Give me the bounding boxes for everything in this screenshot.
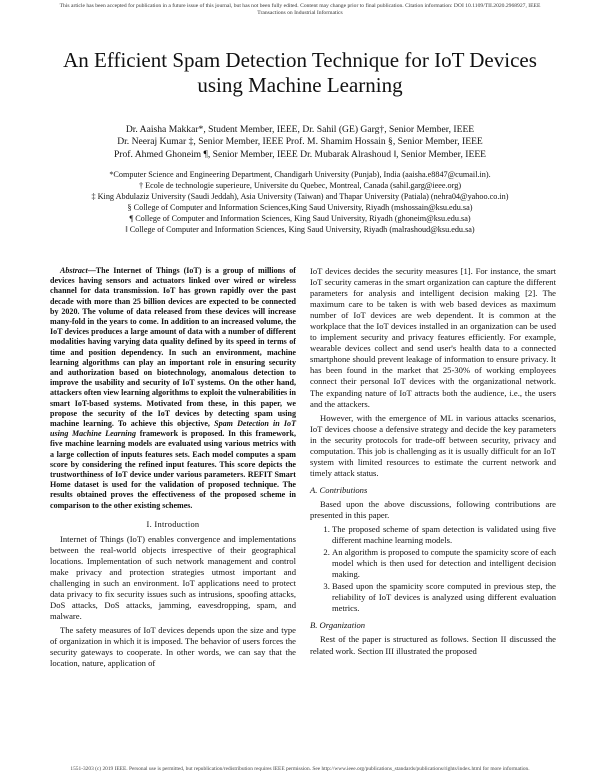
abstract — [50, 266, 296, 511]
affiliation-5: ¶ College of Computer and Information Sciences, King Saud University, Riyadh (ghoneim@ksu.edu.sa) — [129, 214, 471, 223]
affiliation-6: ‖ College of Computer and Information Sciences, King Saud University, Riyadh (malrashoud@ksu.edu.sa) — [125, 225, 475, 234]
right-paragraph-1: IoT devices decides the security measures [1]. For instance, the smart IoT security cameras in the smart organization can capture the different parameters for analysis and intelligent decision making [2]. The maximum care to be taken is with web based devices as maximum number of IoT devices are web dependent. It is common at the workplace that the IoT devices installed in an organization can be used to implement security and privacy features efficiently. For example, wearable devices collect and send user's health data to a connected smartphone should prevent leakage of information to ensure privacy. It has been found in the market that 25-30% of working employees connect their personal IoT devices with the organizational network. The expanding nature of IoT attracts both the audience, i.e., the users and the attackers. — [310, 266, 556, 409]
abstract-lead: Abstract — [60, 266, 88, 275]
author-line-1: Dr. Aaisha Makkar*, Student Member, IEEE, Dr. Sahil (GE) Garg†, Senior Member, IEEE — [125, 124, 475, 135]
left-column — [50, 266, 296, 672]
right-paragraph-2: However, with the emergence of ML in various attacks scenarios, IoT devices choose a defensive strategy and decide the key parameters in the security protocols for trade-off between security, privacy and computation. This job is challenging as it is usually difficult for an IoT system with limited resources to estimate the current network and timely attack status. — [310, 412, 556, 478]
copyright-footer: 1551-3203 (c) 2019 IEEE. Personal use is permitted, but republication/redistribution requires IEEE permission. See http://www.ieee.org/publications_standards/publications/rights/index.html for more information. — [70, 766, 530, 772]
affiliation-3: ‡ King Abdulaziz University (Saudi Jeddah), Asia University (Taiwan) and Thapar University (Patiala) (nehra04@yahoo.co.in) — [91, 192, 509, 201]
banner-line-1: This article has been accepted for publication in a future issue of this journal, but has not been fully edited. Content may change prior to final publication. Citation information: DOI 10.1109/TII.2020.2968927, IEEE — [59, 3, 541, 9]
contribution-item: 2. An algorithm is proposed to compute the spamicity score of each model which is then used for detection and intelligent decision making. — [332, 547, 556, 580]
author-line-2: Dr. Neeraj Kumar ‡, Senior Member, IEEE Prof. M. Shamim Hossain §, Senior Member, IEEE — [117, 136, 483, 148]
affiliation-1: *Computer Science and Engineering Department, Chandigarh University (Punjab), India (aaisha.e8847@cumail.in). — [109, 170, 491, 179]
abstract-text-1: —The Internet of Things (IoT) is a group of millions of devices having sensors and actuators linked over wired or wireless channel for data transmission. IoT has grown rapidly over the past decade with more than 25 billion devices are expected to be connected by 2020. The volume of data released from these devices will increase many-fold in the years to come. In addition to an increased volume, the IoT devices produces a large amount of data with a number of different modalities having varying data quality defined by its speed in terms of time and position dependency. In such an environment, machine learning algorithms can play an important role in ensuring security and authorization based on biotechnology, anomalous detection to improve the usability and security of IoT systems. On the other hand, attackers often view learning algorithms to exploit the vulnerabilities in smart IoT-based systems. Motivated from these, in this paper, we propose the security of the IoT devices by detecting spam using machine learning. To achieve this objective, — [50, 266, 296, 429]
section-heading-introduction: I. Introduction — [146, 519, 200, 529]
contribution-item: 3. Based upon the spamicity score computed in previous step, the reliability of IoT devices is analyzed using different evaluation metrics. — [332, 581, 556, 614]
affiliation-4: § College of Computer and Information Sciences,King Saud University, Riyadh (mshossain@ksu.edu.sa) — [127, 203, 473, 212]
subsection-heading-organization: B. Organization — [310, 620, 366, 631]
paper-title: An Efficient Spam Detection Technique for IoT Devices using Machine Learning — [63, 48, 537, 97]
affiliation-2: † Ecole de technologie superieure, Universite du Quebec, Montreal, Canada (sahil.garg@ieee.org) — [138, 181, 462, 190]
right-column — [310, 266, 556, 660]
contribution-item: 1. The proposed scheme of spam detection is validated using five different machine learning models. — [332, 524, 556, 546]
intro-paragraph-2: The safety measures of IoT devices depends upon the size and type of organization in which it is imposed. The behavior of users forces the security gateways to cooperate. In other words, we can say that the location, nature, application of — [50, 625, 296, 669]
contributions-list — [310, 524, 556, 614]
abstract-framework-name: Spam Detection in IoT using Machine Learning — [50, 419, 296, 439]
intro-paragraph-1: Internet of Things (IoT) enables convergence and implementations between the real-world objects irrespective of their geographical locations. Implementation of such network management and control make privacy and protection strategies utmost important and challenging in such an environment. IoT applications need to protect data privacy to fix security issues such as intrusions, spoofing attacks, DoS attacks, DoS attacks, jamming, eavesdropping, spam, and malware. — [50, 533, 296, 622]
affiliation-list — [20, 169, 580, 235]
acceptance-banner — [0, 3, 600, 17]
author-line-3: Prof. Ahmed Ghoneim ¶, Senior Member, IEEE Dr. Mubarak Alrashoud ‖, Senior Member, IEEE — [113, 148, 487, 160]
contributions-intro: Based upon the above discussions, following contributions are presented in this paper. — [310, 498, 556, 520]
abstract-text-2: framework is proposed. In this framework, five machine learning models are evaluated using various metrics with a large collection of inputs features sets. Each model computes a spam score by considering the refined input features. This score depicts the trustworthiness of IoT device under various parameters. REFIT Smart Home dataset is used for the validation of proposed technique. The results obtained proves the effectiveness of the proposed scheme in comparison to the other existing schemes. — [50, 429, 296, 510]
organization-paragraph: Rest of the paper is structured as follows. Section II discussed the related work. Section III illustrated the proposed — [310, 634, 556, 656]
subsection-heading-contributions: A. Contributions — [310, 484, 368, 495]
banner-line-2: Transactions on Industrial Informatics — [257, 10, 343, 16]
author-list — [30, 124, 570, 161]
